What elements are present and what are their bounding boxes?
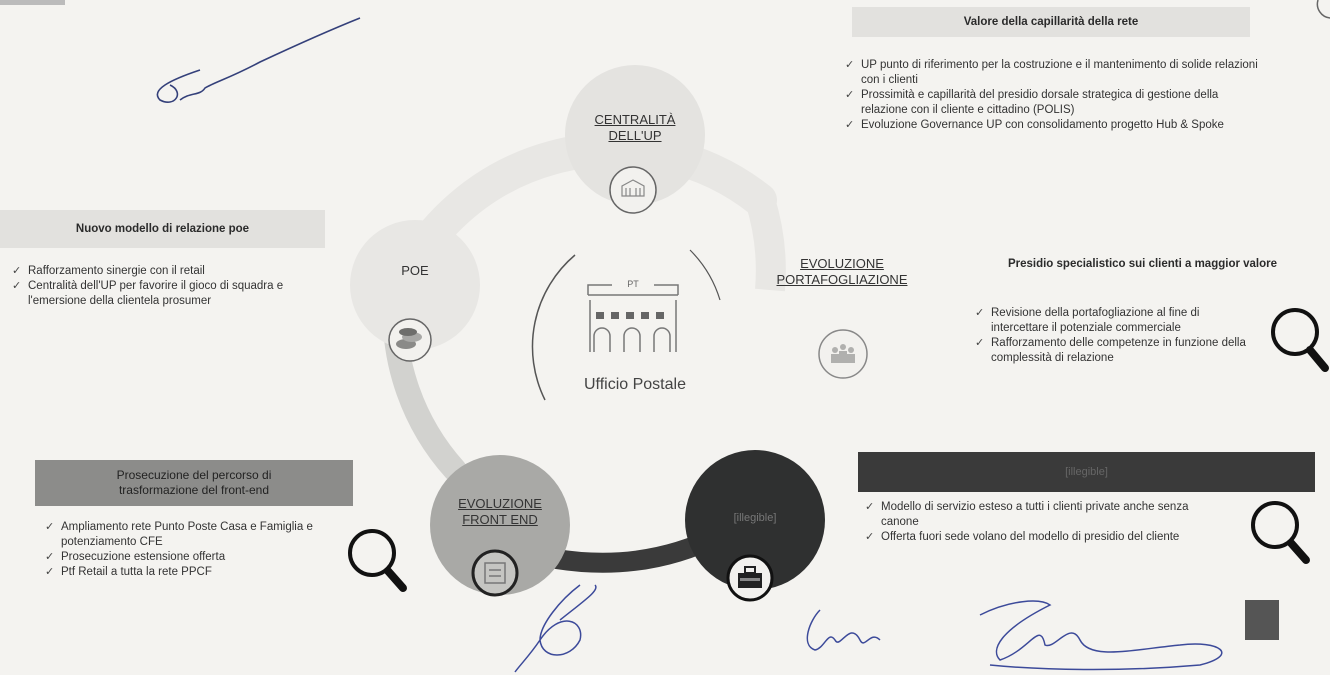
frontend-title [35,460,353,506]
post-office-sign: PT [622,279,644,291]
center-arc-right [690,250,720,300]
capillarita-bullet: ✓ Prossimità e capillarità del presidio dorsale strategica di gestione della relazione con il cliente e cittadino (POLIS) [845,88,1265,118]
presidio-list [975,306,1260,366]
corner-tab [0,0,65,5]
signature-top-left [157,18,360,102]
frontend-bullet: ✓ Ampliamento rete Punto Poste Casa e Famiglia e potenziamento CFE [45,520,345,550]
node-front-end-line2: FRONT END [462,512,538,527]
poe-list [12,264,312,309]
node-poe-label: POE [401,263,429,278]
node-centralita-label [580,112,690,144]
center-label: Ufficio Postale [584,376,686,393]
icon-ring-centralita [610,167,656,213]
post-office-windows [596,312,664,319]
capillarita-bullet: ✓ Evoluzione Governance UP con consolidamento progetto Hub & Spoke [845,118,1265,133]
capillarita-title: Valore della capillarità della rete [963,16,1139,28]
presidio-bullet: ✓ Rafforzamento delle competenze in funzione della complessità di relazione [975,336,1260,366]
magnifier-icon-frontend [350,531,403,588]
poe-title: Nuovo modello di relazione poe [75,223,250,235]
servizio-list [865,500,1225,545]
page-number-circle [1317,0,1330,18]
frontend-list [45,520,345,580]
node-front-end-label [440,496,560,528]
node-centralita-line1: CENTRALITÀ [594,112,676,127]
magnifier-icon-servizio [1253,503,1306,560]
node-portafogliazione-label [762,256,922,288]
node-dark-label: [illegible] [733,512,777,524]
servizio-bullet: ✓ Modello di servizio esteso a tutti i clienti private anche senza canone [865,500,1225,530]
node-centralita-line2: DELL'UP [608,128,662,143]
icon-ring-front-end [473,551,517,595]
signature-bottom-left [515,585,596,672]
signature-bottom-middle [807,610,880,650]
poe-bullet: ✓ Rafforzamento sinergie con il retail [12,264,312,279]
capillarita-list [845,58,1265,133]
frontend-bullet: ✓ Prosecuzione estensione offerta [45,550,345,565]
signature-bottom-right [980,601,1222,669]
servizio-bullet: ✓ Offerta fuori sede volano del modello di presidio del cliente [865,530,1225,545]
presidio-title: Presidio specialistico sui clienti a maggior valore [1007,258,1278,270]
dark-square [1245,600,1279,640]
frontend-bullet: ✓ Ptf Retail a tutta la rete PPCF [45,565,345,580]
node-portafogliazione-line1: EVOLUZIONE [800,256,884,271]
capillarita-bullet: ✓ UP punto di riferimento per la costruzione e il mantenimento di solide relazioni con i clienti [845,58,1265,88]
frontend-title-line1: Prosecuzione del percorso di [116,468,272,482]
node-portafogliazione-line2: PORTAFOGLIAZIONE [776,272,908,287]
frontend-title-line2: trasformazione del front-end [118,483,270,497]
magnifier-icon-presidio [1273,310,1325,368]
servizio-title: [illegible] [1065,466,1108,478]
presidio-bullet: ✓ Revisione della portafogliazione al fine di intercettare il potenziale commerciale [975,306,1260,336]
node-front-end-line1: EVOLUZIONE [458,496,542,511]
poe-bullet: ✓ Centralità dell'UP per favorire il gioco di squadra e l'emersione della clientela prosumer [12,279,312,309]
